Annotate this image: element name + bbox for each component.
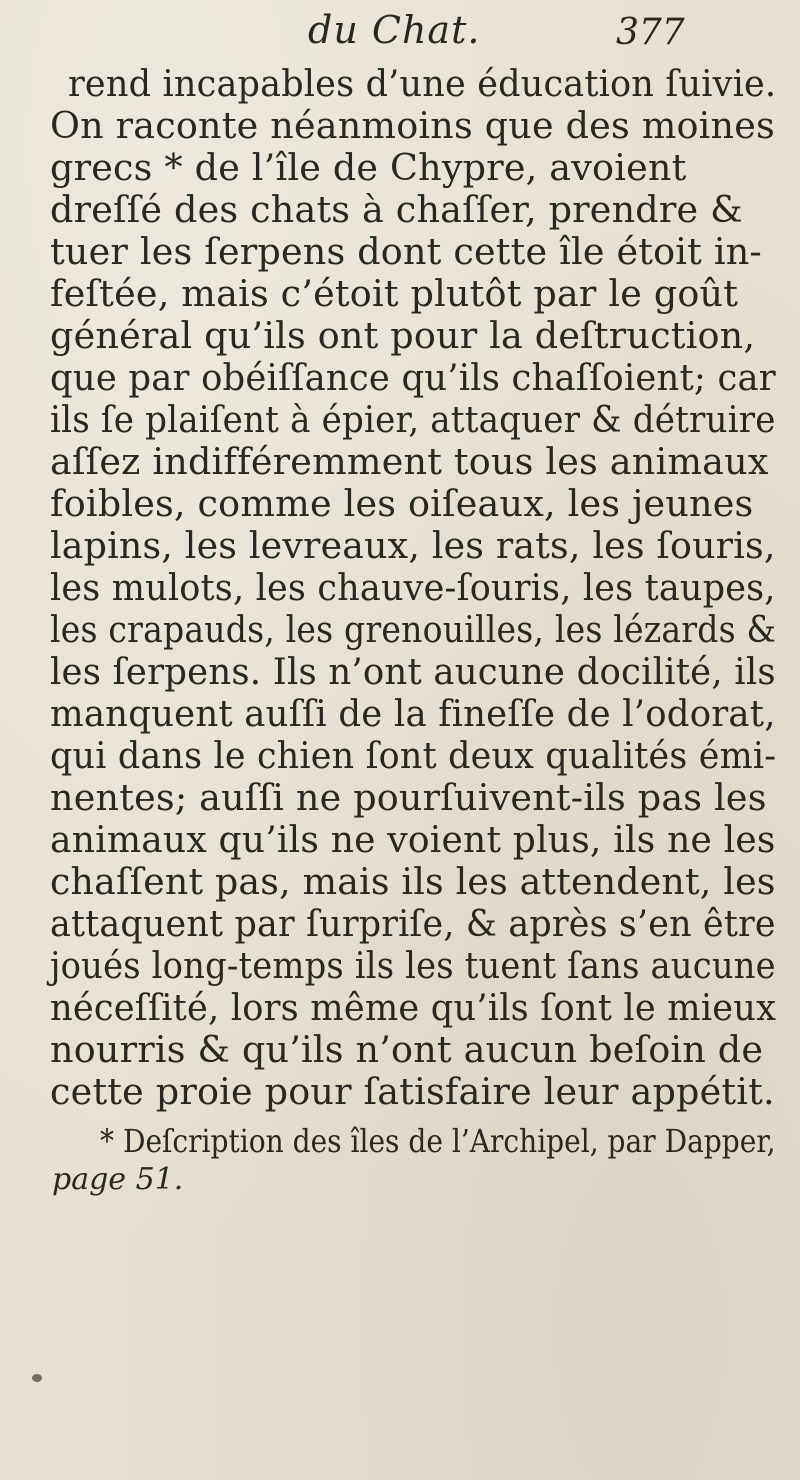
running-title: du Chat. bbox=[308, 8, 481, 52]
text-line: lapins, les levreaux, les rats, les ſouris, bbox=[50, 524, 776, 567]
footnote-line: page 51. bbox=[52, 1162, 184, 1197]
text-line: qui dans le chien ſont deux qualités émi- bbox=[50, 734, 777, 777]
text-line: général qu’ils ont pour la deſtruction, bbox=[50, 314, 756, 357]
text-line: nentes; auſſi ne pourſuivent-ils pas les bbox=[50, 776, 767, 819]
text-line: néceſſité, lors même qu’ils ſont le mieux bbox=[50, 986, 777, 1029]
text-line: foibles, comme les oiſeaux, les jeunes bbox=[50, 482, 754, 525]
text-line: manquent auſſi de la fineſſe de l’odorat, bbox=[50, 692, 776, 735]
text-line: grecs * de l’île de Chypre, avoient bbox=[50, 146, 687, 189]
running-head bbox=[0, 8, 800, 58]
ink-spot bbox=[32, 1374, 42, 1382]
text-line: aſſez indifféremment tous les animaux bbox=[50, 440, 769, 483]
text-line: tuer les ſerpens dont cette île étoit in- bbox=[50, 230, 762, 273]
text-line: rend incapables d’une éducation ſuivie. bbox=[68, 62, 777, 105]
footnote-line: * Deſcription des îles de l’Archipel, par Dapper, bbox=[100, 1122, 776, 1160]
text-line: les crapauds, les grenouilles, les lézards & bbox=[50, 608, 777, 651]
text-line: dreſſé des chats à chaſſer, prendre & bbox=[50, 188, 743, 231]
text-line: On raconte néanmoins que des moines bbox=[50, 104, 775, 147]
text-line: que par obéiſſance qu’ils chaſſoient; car bbox=[50, 356, 776, 399]
text-line: chaſſent pas, mais ils les attendent, les bbox=[50, 860, 776, 903]
text-line: animaux qu’ils ne voient plus, ils ne les bbox=[50, 818, 776, 861]
text-line: nourris & qu’ils n’ont aucun beſoin de bbox=[50, 1028, 764, 1071]
text-line: ils ſe plaiſent à épier, attaquer & détruire bbox=[50, 398, 776, 441]
text-line: feſtée, mais c’étoit plutôt par le goût bbox=[50, 272, 739, 315]
text-line: joués long-temps ils les tuent ſans aucune bbox=[50, 944, 776, 987]
text-line: les ſerpens. Ils n’ont aucune docilité, ils bbox=[50, 650, 776, 693]
text-line: cette proie pour ſatisfaire leur appétit. bbox=[50, 1070, 775, 1113]
page-number: 377 bbox=[616, 12, 685, 53]
text-line: les mulots, les chauve-ſouris, les taupes, bbox=[50, 566, 776, 609]
text-line: attaquent par ſurpriſe, & après s’en être bbox=[50, 902, 776, 945]
